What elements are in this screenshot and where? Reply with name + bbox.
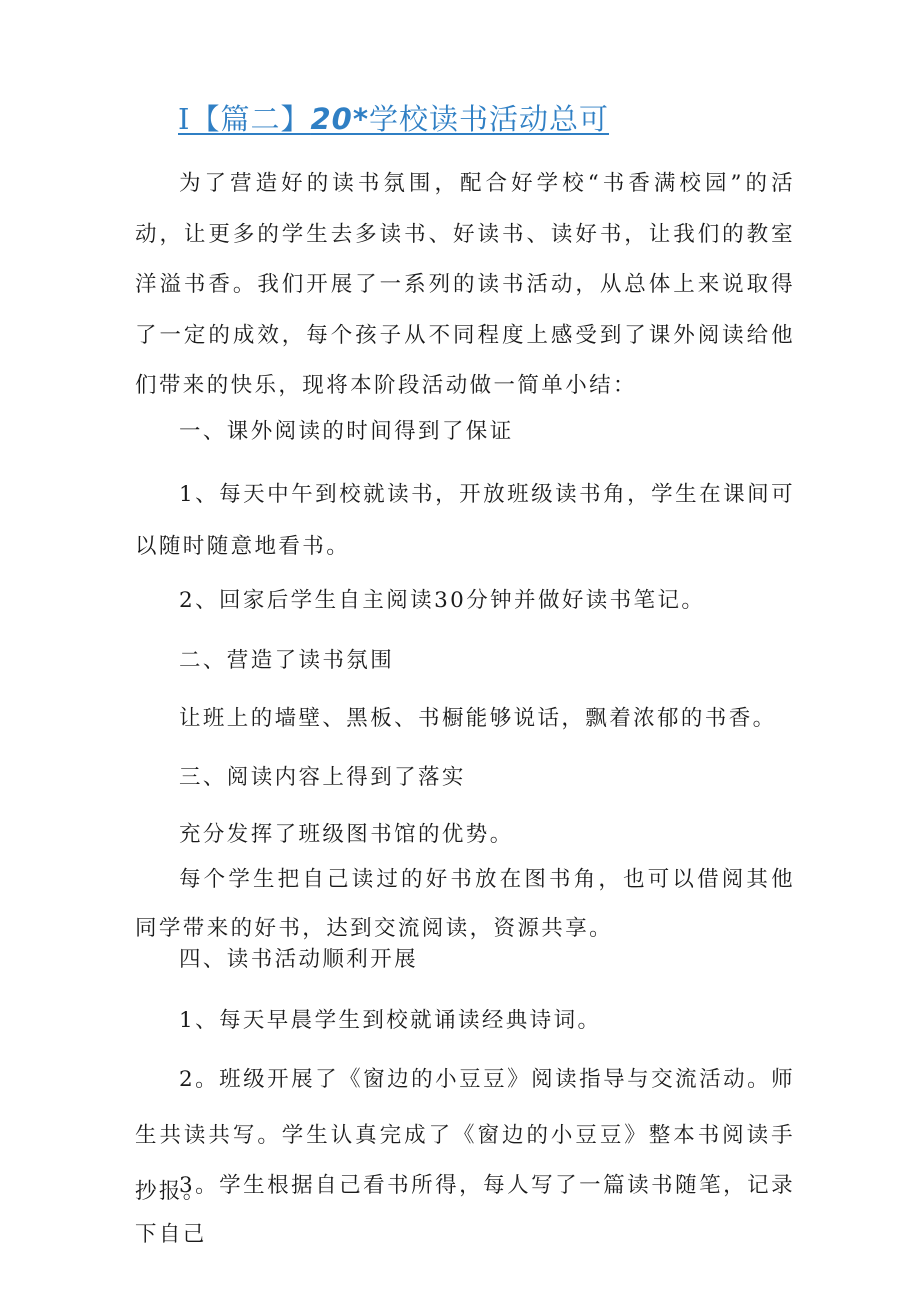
section-heading-1: 一、课外阅读的时间得到了保证 (179, 419, 514, 444)
title-number: 20* (310, 102, 369, 136)
section-heading-2: 二、营造了读书氛围 (179, 648, 395, 673)
section-4-item-3: 3。学生根据自己看书所得，每人写了一篇读书随笔，记录下自己 (135, 1173, 795, 1247)
section-4-item-2: 2。班级开展了《窗边的小豆豆》阅读指导与交流活动。师生共读共写。学生认真完成了《窗边的小豆豆》整本书阅读手抄报。 (135, 1067, 795, 1204)
section-3-item-2: 每个学生把自己读过的好书放在图书角，也可以借阅其他同学带来的好书，达到交流阅读，资源共享。 (135, 867, 795, 941)
intro-paragraph: 为了营造好的读书氛围，配合好学校“书香满校园”的活动，让更多的学生去多读书、好读书、读好书，让我们的教室洋溢书香。我们开展了一系列的读书活动，从总体上来说取得了一定的成效，每个孩子从不同程度上感受到了课外阅读给他们带来的快乐，现将本阶段活动做一简单小结： (135, 171, 795, 398)
section-2-item-1: 让班上的墙壁、黑板、书橱能够说话，飘着浓郁的书香。 (179, 706, 777, 731)
title-suffix: 学校读书活动总可 (369, 102, 610, 136)
section-1-item-1: 1、每天中午到校就读书，开放班级读书角，学生在课间可以随时随意地看书。 (135, 482, 795, 559)
section-4-item-1: 1、每天早晨学生到校就诵读经典诗词。 (179, 1008, 602, 1033)
document-title[interactable] (178, 98, 609, 140)
section-1-item-2: 2、回家后学生自主阅读30分钟并做好读书笔记。 (179, 588, 706, 613)
section-heading-4: 四、读书活动顺利开展 (179, 947, 419, 972)
section-heading-3: 三、阅读内容上得到了落实 (179, 765, 466, 790)
title-prefix: I【篇二】 (178, 102, 311, 136)
section-3-item-1: 充分发挥了班级图书馆的优势。 (179, 822, 514, 847)
